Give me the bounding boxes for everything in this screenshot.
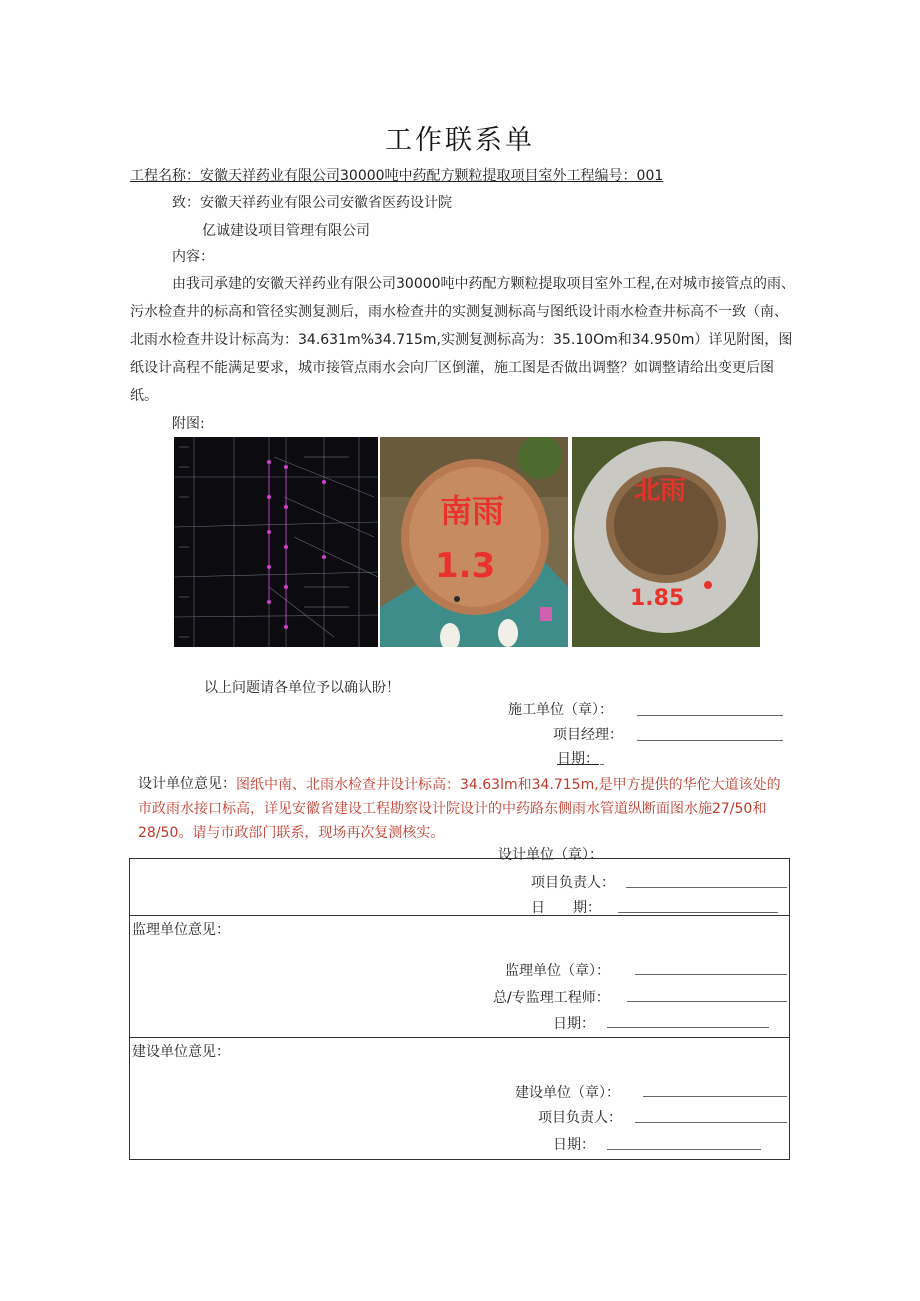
design-unit-label: 设计单位（章）： xyxy=(498,847,603,863)
owner-unit-signature-line xyxy=(643,1096,787,1097)
table-row-divider-2 xyxy=(129,1037,790,1038)
page-title: 工作联系单 xyxy=(385,125,535,156)
supervising-engineer-signature-line xyxy=(627,1001,787,1002)
construction-date-label: 日期： xyxy=(557,751,599,767)
owner-unit-label: 建设单位（章）： xyxy=(515,1085,620,1101)
supervision-date-line xyxy=(607,1027,769,1028)
owner-opinion-label: 建设单位意见： xyxy=(132,1044,230,1060)
south-manhole-mark-2: 1.3 xyxy=(435,546,496,586)
project-name-line: 工程名称：安徽天祥药业有限公司30000吨中药配方颗粒提取项目室外工程编号：001 xyxy=(130,168,664,184)
supervision-opinion-label: 监理单位意见： xyxy=(132,922,230,938)
design-date-line xyxy=(618,912,778,913)
content-label: 内容： xyxy=(172,249,214,265)
approval-table xyxy=(129,858,790,1160)
design-leader-signature-line xyxy=(626,887,787,888)
north-manhole-photo xyxy=(572,437,760,647)
cad-drawing-image xyxy=(174,437,378,647)
north-manhole-mark-2: 1.85 xyxy=(630,586,685,611)
south-manhole-mark-1: 南雨 xyxy=(440,492,505,530)
owner-date-line xyxy=(607,1149,761,1150)
design-leader-label: 项目负责人： xyxy=(531,875,615,891)
table-row-divider-1 xyxy=(129,915,790,916)
design-date-label: 日 期： xyxy=(531,900,601,916)
confirm-text: 以上问题请各单位予以确认盼！ xyxy=(204,680,400,696)
content-paragraph: 由我司承建的安徽天祥药业有限公司30000吨中药配方颗粒提取项目室外工程,在对城市接管点的雨、污水检查井的标高和管径实测复测后，雨水检查井的实测复测标高与图纸设计雨水检查井标高不一致（南、北雨水检查井设计标高为：34.631m%34.715m,实测复测标高为：35.10Om和34.950m）详见附图，图纸设计高程不能满足要求，城市接管点雨水会向厂区倒灌，施工图是否做出调整？如调整请给出变更后图纸。 xyxy=(130,276,795,404)
construction-unit-signature-line xyxy=(637,715,783,716)
owner-date-label: 日期： xyxy=(553,1137,595,1153)
project-manager-label: 项目经理： xyxy=(553,727,623,743)
construction-unit-label: 施工单位（章）： xyxy=(508,702,613,718)
recipient-line-1: 致：安徽天祥药业有限公司安徽省医药设计院 xyxy=(172,195,452,211)
design-opinion-label: 设计单位意见： xyxy=(138,776,236,792)
attachment-label: 附图: xyxy=(172,416,205,432)
north-manhole-mark-1: 北雨 xyxy=(634,476,687,506)
design-opinion-text: 图纸中南、北雨水检查井设计标高：34.63lm和34.715m,是甲方提供的华佗大道该处的市政雨水接口标高，详见安徽省建设工程勘察设计院设计的中药路东侧雨水管道纵断面图水施27/50和28/50。请与市政部门联系，现场再次复测核实。 xyxy=(138,777,781,841)
south-manhole-photo xyxy=(380,437,568,647)
project-manager-signature-line xyxy=(637,740,783,741)
supervision-unit-signature-line xyxy=(635,974,787,975)
supervision-unit-label: 监理单位（章）： xyxy=(505,963,610,979)
supervising-engineer-label: 总/专监理工程师： xyxy=(493,990,610,1006)
supervision-date-label: 日期： xyxy=(553,1016,595,1032)
recipient-line-2: 亿诚建设项目管理有限公司 xyxy=(202,223,370,239)
owner-leader-signature-line xyxy=(635,1122,787,1123)
construction-date-line xyxy=(600,764,604,765)
owner-leader-label: 项目负责人： xyxy=(538,1110,622,1126)
